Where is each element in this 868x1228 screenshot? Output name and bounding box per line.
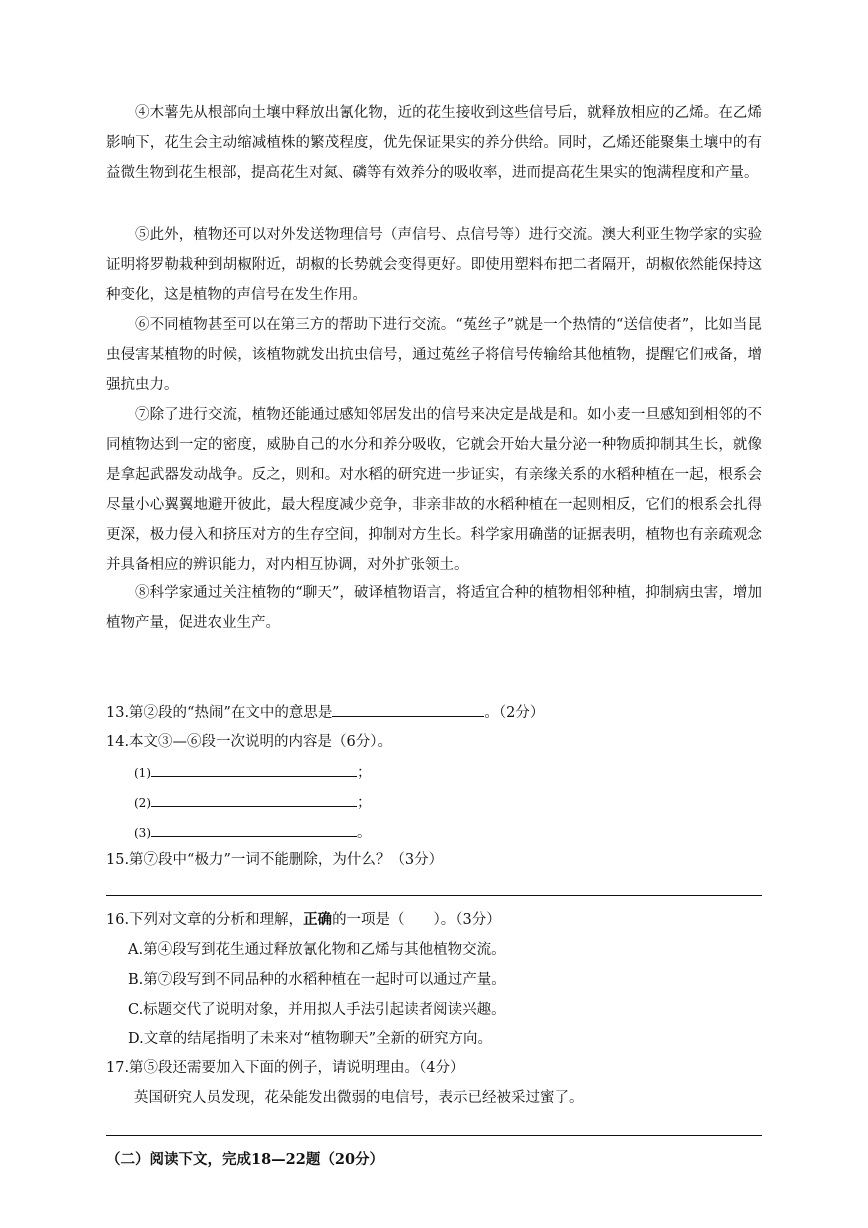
paragraph-8: ⑧科学家通过关注植物的“聊天”，破译植物语言，将适宜合种的植物相邻种植，抑制病虫害，增加植物产量，促进农业生产。 [106, 585, 762, 631]
item-1-label: (1) [134, 766, 151, 780]
question-14-item-3 [134, 822, 372, 843]
item-3-answer-blank[interactable] [151, 822, 357, 837]
question-14: 14.本文③—⑥段一次说明的内容是（6分）。 [106, 734, 393, 750]
paragraph-4: ④木薯先从根部向土壤中释放出氰化物，近的花生接收到这些信号后，就释放相应的乙烯。在乙烯影响下，花生会主动缩减植株的繁茂程度，优先保证果实的养分供给。同时，乙烯还能聚集土壤中的有益微生物到花生根部，提高花生对氮、磷等有效养分的吸收率，进而提高花生果实的饱满程度和产量。 [106, 105, 762, 181]
question-17-example: 英国研究人员发现，花朵能发出微弱的电信号，表示已经被采过蜜了。 [134, 1090, 584, 1106]
option-b[interactable]: B.第⑦段写到不同品种的水稻种植在一起时可以通过产量。 [128, 972, 506, 988]
paragraph-7: ⑦除了进行交流，植物还能通过感知邻居发出的信号来决定是战是和。如小麦一旦感知到相邻的不同植物达到一定的密度，威胁自己的水分和养分吸收，它就会开始大量分泌一种物质抑制其生长，就像是拿起武器发动战争。反之，则和。对水稻的研究进一步证实，有亲缘关系的水稻种植在一起，根系会尽量小心翼翼地避开彼此，最大程度减少竞争，非亲非故的水稻种植在一起则相反，它们的根系会扎得更深，极力侵入和挤压对方的生存空间，抑制对方生长。科学家用确凿的证据表明，植物也有亲疏观念并具备相应的辨识能力，对内相互协调，对外扩张领土。 [106, 407, 762, 573]
item-2-answer-blank[interactable] [151, 792, 357, 807]
answer-line-15[interactable] [106, 895, 762, 896]
option-c[interactable]: C.标题交代了说明对象，并用拟人手法引起读者阅读兴趣。 [128, 1002, 506, 1018]
question-16-emphasis: 正确 [303, 911, 333, 928]
answer-line-17[interactable] [106, 1135, 762, 1136]
item-3-end: 。 [357, 825, 372, 841]
paragraph-6: ⑥不同植物甚至可以在第三方的帮助下进行交流。“菟丝子”就是一个热情的“送信使者”，比如当昆虫侵害某植物的时候，该植物就发出抗虫信号，通过菟丝子将信号传输给其他植物，提醒它们戒备，增强抗虫力。 [106, 317, 762, 393]
item-2-label: (2) [134, 796, 151, 810]
section-2-heading: （二）阅读下文，完成18—22题（20分） [106, 1151, 385, 1168]
option-a[interactable]: A.第④段写到花生通过释放氰化物和乙烯与其他植物交流。 [128, 942, 506, 958]
item-1-end: ； [357, 765, 372, 781]
item-2-end: ； [357, 795, 372, 811]
paragraph-5: ⑤此外，植物还可以对外发送物理信号（声信号、点信号等）进行交流。澳大利亚生物学家的实验证明将罗勒栽种到胡椒附近，胡椒的长势就会变得更好。即使用塑料布把二者隔开，胡椒依然能保持这种变化，这是植物的声信号在发生作用。 [106, 227, 762, 303]
question-16-points: 的一项是（ ）。（3分） [332, 912, 501, 928]
option-d[interactable]: D.文章的结尾指明了未来对“植物聊天”全新的研究方向。 [128, 1031, 493, 1047]
question-13-answer-blank[interactable] [332, 702, 484, 717]
question-17: 17.第⑤段还需要加入下面的例子，请说明理由。（4分） [106, 1060, 465, 1076]
question-13-text: 13.第②段的“热闹”在文中的意思是 [106, 705, 333, 721]
question-15: 15.第⑦段中“极力”一词不能删除，为什么？（3分） [106, 852, 444, 868]
question-16 [106, 910, 766, 930]
question-14-item-1 [134, 762, 372, 783]
question-14-item-2 [134, 792, 372, 813]
question-13-points: 。（2分） [484, 705, 545, 721]
item-1-answer-blank[interactable] [151, 762, 357, 777]
question-16-text: 16.下列对文章的分析和理解， [106, 912, 304, 928]
question-13 [106, 702, 766, 723]
item-3-label: (3) [134, 826, 151, 840]
